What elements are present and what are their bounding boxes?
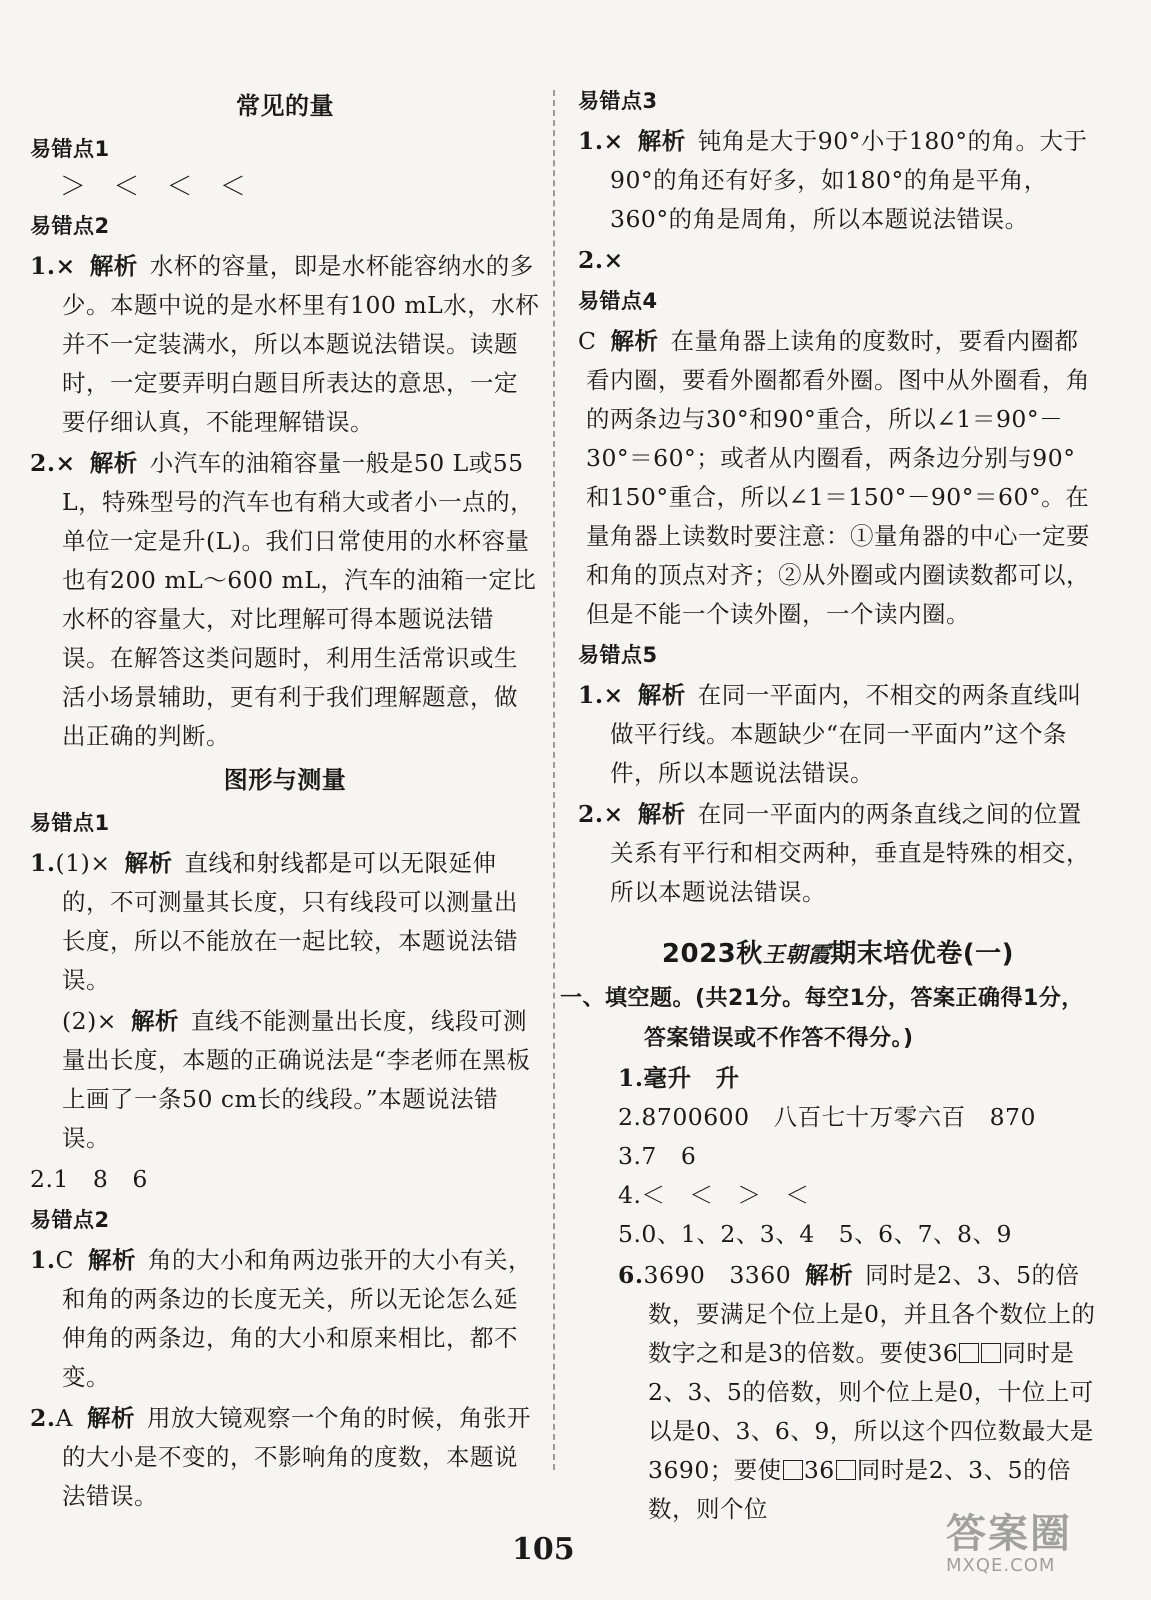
analysis-label: 解析 (130, 1007, 179, 1035)
right-column (560, 82, 1098, 1531)
error-point-heading: 易错点5 (578, 643, 658, 667)
analysis-label: 解析 (637, 681, 686, 709)
answer-mark: C (55, 1246, 75, 1274)
analysis-label: 解析 (89, 449, 138, 477)
answer-item (30, 1399, 540, 1516)
analysis-text: 钝角是大于90°小于180°的角。大于90°的角还有好多，如180°的角是平角，360°的角是周角，所以本题说法错误。 (610, 127, 1088, 233)
section-title-shapes-measurement: 图形与测量 (223, 766, 347, 794)
analysis-text: 同时是2、3、5的倍数，则个位上是0，十位上可以是0、3、6、9，所以这个四位数最大是3690；要使 (648, 1339, 1094, 1484)
section-title-common-quantities: 常见的量 (236, 92, 334, 120)
analysis-text: 在量角器上读角的度数时，要看内圈都看内圈，要看外圈都看外圈。图中从外圈看，角的两条边与30°和90°重合，所以∠1＝90°－30°＝60°；或者从内圈看，两条边分别与90°和150°重合，所以∠1＝150°－90°＝60°。在量角器上读数时要注意：①量角器的中心一定要和角的顶点对齐；②从外圈或内圈读数都可以，但是不能一个读外圈，一个读内圈。 (586, 327, 1090, 628)
answer-item: 2.× (578, 246, 624, 274)
answer-mark: × (55, 449, 76, 477)
fill-answer: 2.8700600 八百七十万零六百 870 (618, 1103, 1036, 1131)
answer-mark: (2)× (62, 1007, 117, 1035)
analysis-text: 在同一平面内，不相交的两条直线叫做平行线。本题缺少“在同一平面内”这个条件，所以本题说法错误。 (610, 681, 1082, 787)
analysis-text: 水杯的容量，即是水杯能容纳水的多少。本题中说的是水杯里有100 mL水，水杯并不一定装满水，所以本题说法错误。读题时，一定要弄明白题目所表达的意思，一定要仔细认真，不能理解错误。 (62, 252, 540, 436)
answer-item (30, 1241, 540, 1397)
answer-item (30, 247, 540, 442)
analysis-label: 解析 (637, 800, 686, 828)
watermark (946, 1502, 1136, 1594)
exam-title-name: 期末培优卷(一) (830, 939, 1015, 969)
error-point-heading: 易错点1 (30, 811, 110, 835)
question-group-heading: 一、填空题。(共21分。每空1分，答案正确得1分，答案错误或不作答不得分。) (560, 986, 1084, 1051)
answer-item (578, 122, 1098, 239)
analysis-label: 解析 (637, 127, 686, 155)
column-divider (553, 90, 555, 1470)
answer-mark: C (578, 327, 597, 355)
question-number: 1. (30, 849, 56, 877)
question-number: 6. (618, 1261, 644, 1289)
analysis-text: 在同一平面内的两条直线之间的位置关系有平行和相交两种，垂直是特殊的相交，所以本题说法错误。 (610, 800, 1090, 906)
answer-mark: A (55, 1404, 74, 1432)
analysis-label: 解析 (88, 1246, 137, 1274)
answer-item (578, 795, 1098, 912)
brand-logo: 王朝霞 (762, 942, 831, 968)
analysis-label: 解析 (89, 252, 138, 280)
analysis-text: 小汽车的油箱容量一般是50 L或55 L，特殊型号的汽车也有稍大或者小一点的，单位一定是升(L)。我们日常使用的水杯容量也有200 mL～600 mL，汽车的油箱一定比水杯的容量大，对比理解可得本题说法错误。在解答这类问题时，利用生活常识或生活小场景辅助，更有利于我们理解题意，做出正确的判断。 (62, 449, 537, 750)
fill-answer: 4.＜ ＜ ＞ ＜ (618, 1181, 810, 1209)
exam-title-year: 2023秋 (661, 939, 763, 969)
question-number: 2. (30, 449, 56, 477)
answer-mark: × (603, 681, 624, 709)
analysis-label: 解析 (805, 1261, 854, 1289)
answer-mark: (1)× (55, 849, 111, 877)
question-number: 1. (30, 252, 56, 280)
analysis-text: 同时是2、3、5的倍数，则个位 (648, 1456, 1072, 1523)
fill-answer: 1.毫升 升 (618, 1064, 740, 1092)
answer-mark: × (603, 800, 624, 828)
fill-answer: 5.0、1、2、3、4 5、6、7、8、9 (618, 1220, 1012, 1248)
page-number: 105 (512, 1532, 575, 1567)
exam-title (578, 932, 1098, 977)
analysis-text: 角的大小和角两边张开的大小有关，和角的两条边的长度无关，所以无论怎么延伸角的两条边，角的大小和原来相比，都不变。 (62, 1246, 533, 1391)
error-point-heading: 易错点2 (30, 1208, 110, 1232)
answer-mark: × (55, 252, 76, 280)
answer-item (30, 444, 540, 756)
answer-item (578, 676, 1098, 793)
error-point-heading: 易错点1 (30, 137, 110, 161)
question-number: 1. (578, 681, 604, 709)
answer-item (30, 1002, 540, 1158)
analysis-text: 同时是2、3、5的倍数，要满足个位上是0，并且各个数位上的数字之和是3的倍数。要使36 (648, 1261, 1096, 1367)
analysis-label: 解析 (610, 327, 659, 355)
error-point-heading: 易错点2 (30, 214, 110, 238)
question-number: 2. (578, 800, 604, 828)
answer-item (578, 322, 1098, 634)
watermark-logo: 答案圈 (946, 1511, 1072, 1557)
question-number: 1. (30, 1246, 56, 1274)
answer-symbols: ＞ ＜ ＜ ＜ (60, 172, 247, 202)
answer-item (30, 844, 540, 1000)
analysis-text: 直线和射线都是可以无限延伸的，不可测量其长度，只有线段可以测量出长度，所以不能放在一起比较，本题说法错误。 (62, 849, 518, 994)
blank-box-icon (959, 1343, 979, 1363)
question-number: 1. (578, 127, 604, 155)
blank-box-icon (836, 1460, 856, 1480)
left-column (30, 82, 540, 1518)
blank-box-icon (783, 1460, 803, 1480)
fill-answer (578, 1256, 1098, 1529)
question-number: 2. (30, 1404, 56, 1432)
fill-answer: 3.7 6 (618, 1142, 697, 1170)
analysis-label: 解析 (124, 849, 173, 877)
analysis-label: 解析 (87, 1404, 136, 1432)
answer-item: 2.1 8 6 (30, 1165, 148, 1193)
analysis-text: 36 (803, 1456, 835, 1484)
blank-box-icon (981, 1343, 1001, 1363)
watermark-site: MXQE.COM (946, 1555, 1056, 1576)
answer-values: 3690 3360 (643, 1261, 792, 1289)
error-point-heading: 易错点4 (578, 289, 658, 313)
error-point-heading: 易错点3 (578, 89, 658, 113)
analysis-text: 用放大镜观察一个角的时候，角张开的大小是不变的，不影响角的度数，本题说法错误。 (62, 1404, 532, 1510)
analysis-text: 直线不能测量出长度，线段可测量出长度，本题的正确说法是“李老师在黑板上画了一条50 cm长的线段。”本题说法错误。 (62, 1007, 531, 1152)
answer-mark: × (603, 127, 624, 155)
